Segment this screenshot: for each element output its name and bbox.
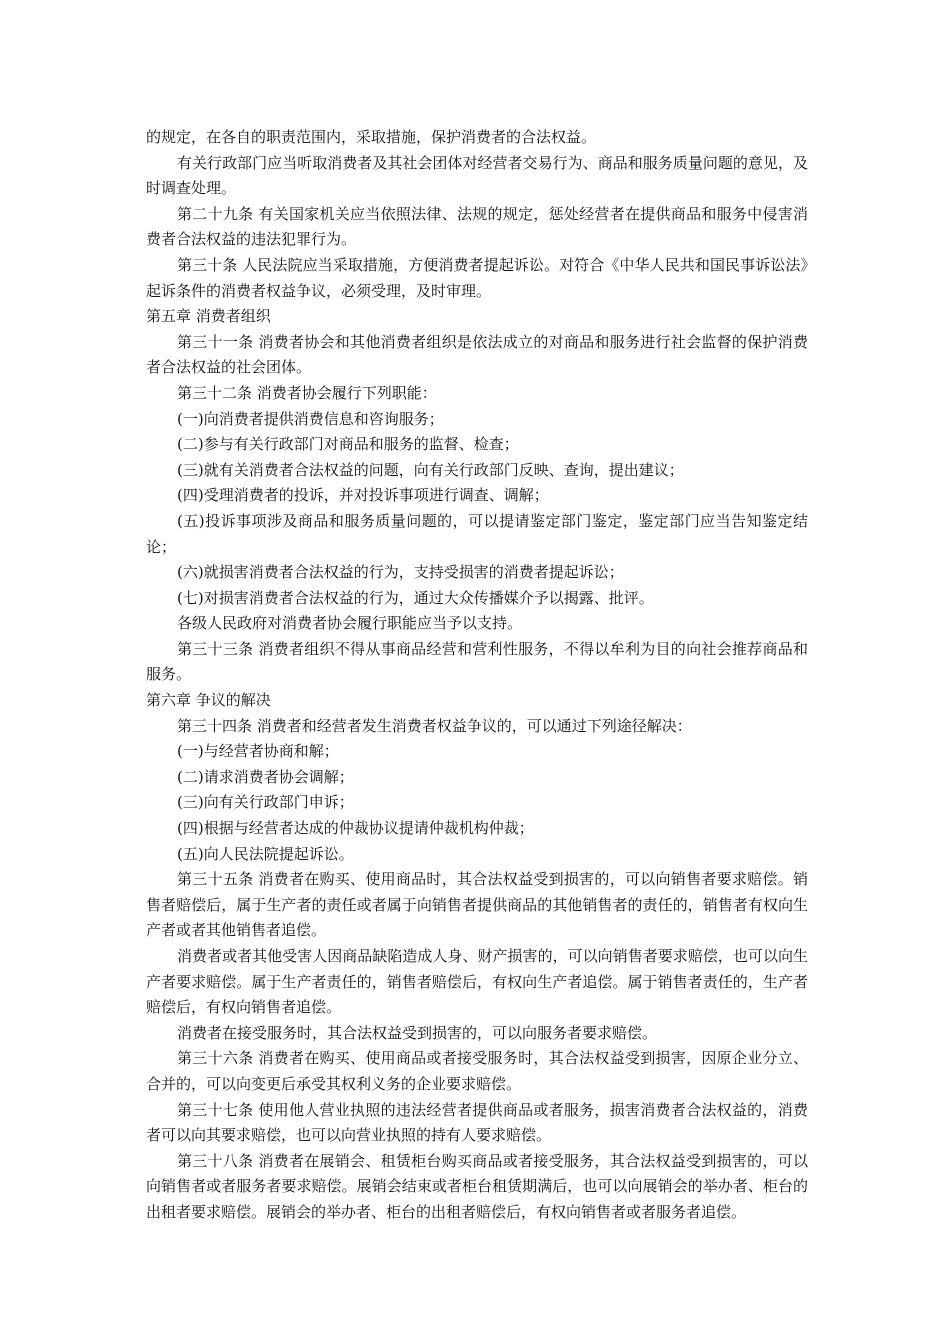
list-item: (四)根据与经营者达成的仲裁协议提请仲裁机构仲裁； xyxy=(177,819,534,838)
chapter-5-heading: 第五章 消费者组织 xyxy=(146,307,271,326)
list-item: (五)投诉事项涉及商品和服务质量问题的，可以提请鉴定部门鉴定，鉴定部门应当告知鉴定结论； xyxy=(146,511,808,556)
paragraph: 消费者或者其他受害人因商品缺陷造成人身、财产损害的，可以向销售者要求赔偿，也可以向生产者要求赔偿。属于生产者责任的，销售者赔偿后，有权向生产者追偿。属于销售者责任的，生产者赔偿后，有权向销售者追偿。 xyxy=(146,947,808,1017)
chapter-6-heading: 第六章 争议的解决 xyxy=(146,691,271,710)
list-item: (二)请求消费者协会调解； xyxy=(177,767,354,786)
list-item: (四)受理消费者的投诉，并对投诉事项进行调查、调解； xyxy=(177,486,549,505)
list-item: (七)对损害消费者合法权益的行为，通过大众传播媒介予以揭露、批评。 xyxy=(177,588,654,607)
article-30: 第三十条 人民法院应当采取措施，方便消费者提起诉讼。对符合《中华人民共和国民事诉讼法》起诉条件的消费者权益争议，必须受理，及时审理。 xyxy=(146,255,808,300)
list-item: (三)就有关消费者合法权益的问题，向有关行政部门反映、查询，提出建议； xyxy=(177,460,684,479)
list-item: (一)与经营者协商和解； xyxy=(177,742,339,761)
paragraph: 消费者在接受服务时，其合法权益受到损害的，可以向服务者要求赔偿。 xyxy=(177,1023,658,1042)
article-31: 第三十一条 消费者协会和其他消费者组织是依法成立的对商品和服务进行社会监督的保护消费者合法权益的社会团体。 xyxy=(146,332,808,377)
list-item: (五)向人民法院提起诉讼。 xyxy=(177,844,354,863)
article-29: 第二十九条 有关国家机关应当依照法律、法规的规定，惩处经营者在提供商品和服务中侵害消费者合法权益的违法犯罪行为。 xyxy=(146,204,808,249)
article-37: 第三十七条 使用他人营业执照的违法经营者提供商品或者服务，损害消费者合法权益的，消费者可以向其要求赔偿，也可以向营业执照的持有人要求赔偿。 xyxy=(146,1100,808,1145)
list-item: (二)参与有关行政部门对商品和服务的监督、检查； xyxy=(177,435,519,454)
list-item: (六)就损害消费者合法权益的行为，支持受损害的消费者提起诉讼； xyxy=(177,563,624,582)
paragraph: 的规定，在各自的职责范围内，采取措施，保护消费者的合法权益。 xyxy=(146,128,597,146)
article-34: 第三十四条 消费者和经营者发生消费者权益争议的，可以通过下列途径解决： xyxy=(177,716,692,735)
article-36: 第三十六条 消费者在购买、使用商品或者接受服务时，其合法权益受到损害，因原企业分立、合并的，可以向变更后承受其权利义务的企业要求赔偿。 xyxy=(146,1049,808,1093)
paragraph: 有关行政部门应当听取消费者及其社会团体对经营者交易行为、商品和服务质量问题的意见，及时调查处理。 xyxy=(146,153,808,198)
list-item: (三)向有关行政部门申诉； xyxy=(177,793,354,812)
article-32: 第三十二条 消费者协会履行下列职能： xyxy=(177,383,437,402)
article-35: 第三十五条 消费者在购买、使用商品时，其合法权益受到损害的，可以向销售者要求赔偿。销售者赔偿后，属于生产者的责任或者属于向销售者提供商品的其他销售者的责任的，销售者有权向生产者或者其他销售者追偿。 xyxy=(146,870,808,940)
document-body xyxy=(146,125,808,1226)
list-item: (一)向消费者提供消费信息和咨询服务； xyxy=(177,409,444,428)
article-33: 第三十三条 消费者组织不得从事商品经营和营利性服务，不得以牟利为目的向社会推荐商品和服务。 xyxy=(146,639,808,684)
paragraph: 各级人民政府对消费者协会履行职能应当予以支持。 xyxy=(177,614,523,633)
article-38: 第三十八条 消费者在展销会、租赁柜台购买商品或者接受服务，其合法权益受到损害的，可以向销售者或者服务者要求赔偿。展销会结束或者柜台租赁期满后，也可以向展销会的举办者、柜台的出租者要求赔偿。展销会的举办者、柜台的出租者赔偿后，有权向销售者或者服务者追偿。 xyxy=(146,1151,808,1221)
